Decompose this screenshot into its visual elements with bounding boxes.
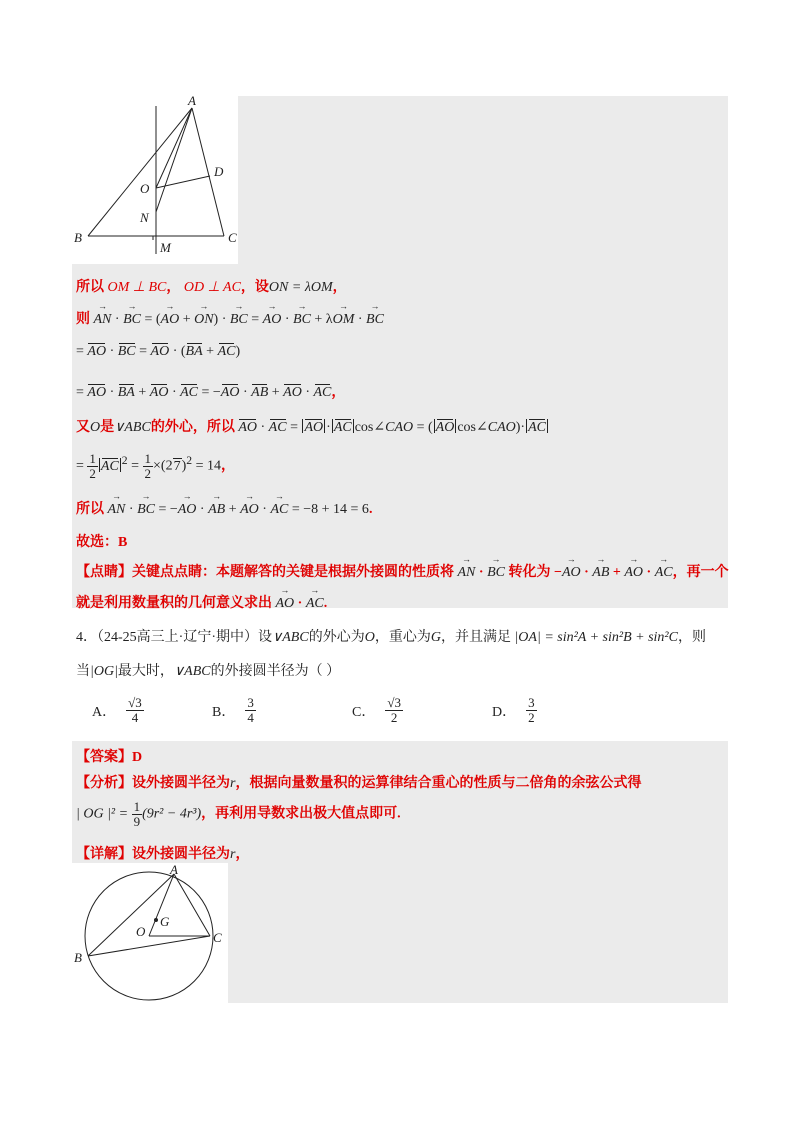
math: ∨ABC (272, 630, 309, 645)
math: 1 (133, 799, 141, 814)
option-label: A． (92, 704, 117, 720)
math: = 14 (195, 458, 221, 474)
option-label: C． (352, 704, 376, 720)
figure1-label-b: B (74, 230, 82, 245)
figure1-label-o: O (140, 181, 150, 196)
option-a[interactable] (92, 696, 144, 725)
figure2-label-a: A (170, 862, 178, 877)
triangle-figure-1 (72, 96, 238, 260)
analysis-line-1 (76, 772, 641, 792)
math: r (230, 776, 236, 791)
solution-line-7: 所以 → AN · → BC = −→ AO · → AB + → AO · → AC = −8 + 14 = 6. (76, 498, 372, 518)
comment-line-1: 【点睛】关键点点睛：本题解答的关键是根据外接圆的性质将 → AN · → BC 转化为 −→ AO · → AB + → AO · → AC，再一个 (76, 561, 729, 581)
comment-label: 【点睛】 (76, 565, 132, 580)
math: = −8 + 14 = 6 (291, 502, 369, 517)
math: O (90, 420, 101, 435)
text: 则 (76, 312, 90, 327)
option-c[interactable] (352, 696, 403, 725)
text: 当 (76, 664, 90, 679)
text: ，并且满足 (440, 630, 511, 645)
text: 设外接圆半径为 (132, 776, 230, 791)
figure2-label-c: C (213, 930, 222, 945)
option-d[interactable] (492, 696, 537, 725)
text: ， (332, 280, 347, 295)
text: ， (166, 280, 181, 295)
figure1-label-c: C (228, 230, 237, 245)
option-denominator: 4 (131, 710, 139, 725)
comment-line-2: 就是利用数量积的几何意义求出 → AO · → AC. (76, 592, 327, 612)
solution-line-5: 又O是∨ABC的外心，所以 AO · AC = AO · AC cos∠CAO = ( AO cos∠CAO)· AC (76, 420, 546, 435)
math: 9 (133, 814, 141, 829)
text: ，再一个 (672, 565, 729, 580)
option-numerator: 3 (247, 695, 254, 710)
math: ∨ABC (114, 420, 151, 435)
text: 所以 (76, 280, 104, 295)
figure1-label-m: M (160, 240, 171, 255)
text: 的外接圆半径为（ ） (210, 664, 341, 679)
text: ，根据向量数量积的运算律结合重心的性质与二倍角的余弦公式得 (235, 776, 642, 791)
question-line-1 (76, 626, 706, 646)
solution-panel-top (238, 96, 728, 264)
option-denominator: 2 (528, 710, 535, 725)
option-numerator: 3 (528, 695, 535, 710)
option-label: B． (212, 704, 236, 720)
math: G (430, 630, 441, 645)
text: 关键点点睛：本题解答的关键是根据外接圆的性质将 (132, 565, 454, 580)
text: ，再利用导数求出极大值点即可. (201, 806, 401, 822)
text: 是 (100, 420, 115, 435)
text: 的外心，所以 (150, 420, 235, 435)
option-label: D． (492, 704, 517, 720)
question-source: （24-25高三上·辽宁·期中） (97, 630, 258, 645)
circle-figure-2 (72, 862, 228, 1006)
math: |OG| (90, 664, 118, 679)
math: | OG |² = (76, 806, 129, 822)
solution-line-2: 则 → AN · → BC = (→ AO + → ON) · → BC = → AO · → BC + λ→ OM · → BC (76, 308, 384, 328)
analysis-label: 【分析】 (76, 776, 132, 791)
math: r (230, 847, 236, 862)
text: ，重心为 (374, 630, 431, 645)
detail-panel (228, 863, 728, 1003)
option-numerator: √3 (128, 695, 142, 710)
math: |OA| = sin²A + sin²B + sin²C (514, 630, 678, 645)
text: 的外心为 (308, 630, 365, 645)
solution-line-1 (76, 276, 347, 296)
answer-line (76, 746, 142, 766)
text: ， (235, 847, 250, 862)
solution-line-4: = AO · BA + AO · AC = −AO · AB + AO · AC， (76, 385, 346, 400)
text: ，设 (240, 280, 269, 295)
solution-line-3: = AO · BC = AO · (BA + AC) (76, 344, 241, 359)
math: ON = λOM (268, 280, 333, 295)
answer-choice-line: 故选：B (76, 535, 128, 550)
math: (9r² − 4r³) (142, 806, 202, 822)
text: ，则 (677, 630, 706, 645)
text: 又 (76, 420, 90, 435)
figure2-label-b: B (74, 950, 82, 965)
figure1-label-a: A (188, 96, 196, 108)
figure1-label-d: D (214, 164, 224, 179)
question-line-2 (76, 660, 340, 680)
math: ∨ABC (173, 664, 211, 679)
text: 所以 (76, 502, 104, 517)
option-b[interactable] (212, 696, 256, 725)
option-denominator: 4 (247, 710, 254, 725)
detail-label: 【详解】 (76, 847, 132, 862)
text: 就是利用数量积的几何意义求出 (76, 596, 272, 611)
analysis-line-2 (76, 800, 401, 829)
math: O (364, 630, 375, 645)
figure2-label-o: O (136, 924, 146, 939)
text: 转化为 (508, 565, 551, 580)
detail-line (76, 843, 249, 863)
text: 设 (258, 630, 272, 645)
figure2-label-g: G (160, 914, 170, 929)
question-number: 4． (76, 630, 97, 645)
math: OD ⊥ AC (183, 280, 241, 295)
answer-value: D (132, 750, 143, 765)
option-numerator: √3 (387, 695, 401, 710)
text: 设外接圆半径为 (132, 847, 230, 862)
answer-label: 【答案】 (76, 750, 132, 765)
solution-line-6: = $\frac{1}{2}$ AC $^2$ = $\frac{1}{2}$ $\times(27)^2 = 14$， (76, 451, 235, 481)
math: OM ⊥ BC (107, 280, 167, 295)
text: 最大时， (117, 664, 174, 679)
figure1-label-n: N (140, 210, 149, 225)
option-denominator: 2 (390, 710, 398, 725)
